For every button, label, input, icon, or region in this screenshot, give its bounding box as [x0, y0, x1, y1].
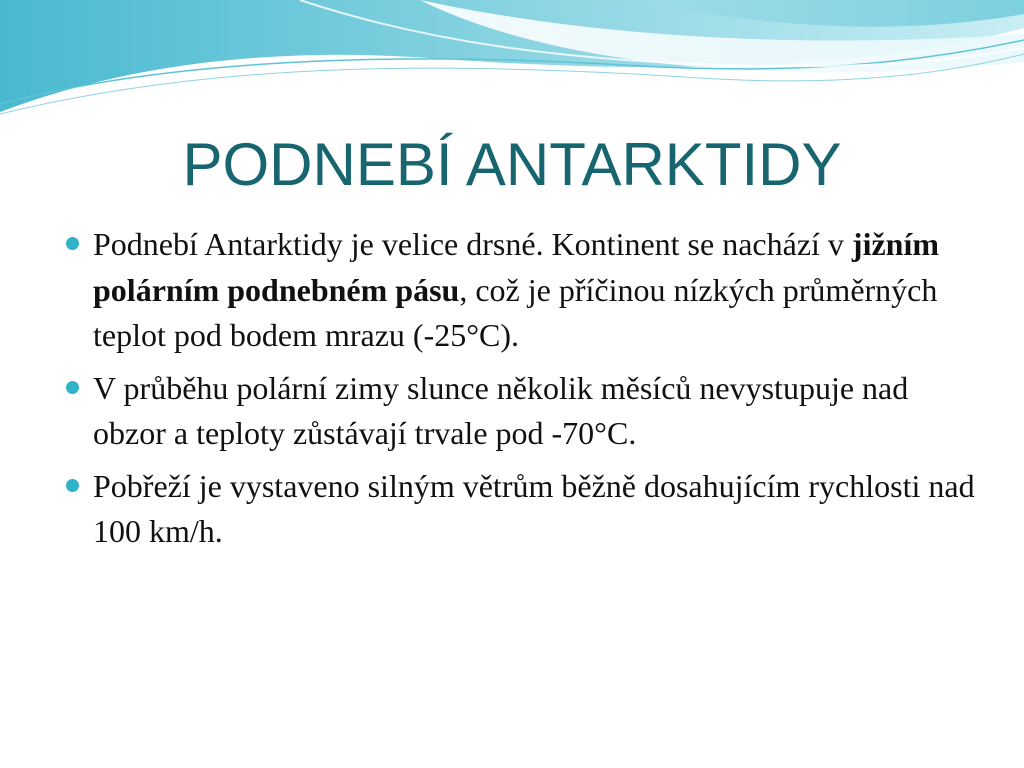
bullet-icon: [66, 381, 79, 394]
bullet-1-text-bold: jižním polárním podnebném pásu: [93, 226, 939, 308]
header-wave-decoration: [0, 0, 1024, 130]
bullet-item-2: [64, 366, 984, 457]
bullet-1-text-end: , což je příčinou nízkých průměrných teplot pod bodem mrazu (-25°C).: [93, 271, 938, 353]
slide-title: PODNEBÍ ANTARKTIDY: [182, 131, 842, 198]
bullet-icon: [66, 237, 79, 250]
bullet-item-3: [64, 464, 984, 555]
bullet-3-text: Pobřeží je vystaveno silným větrům běžně dosahujícím rychlosti nad 100 km/h.: [93, 467, 975, 549]
bullet-2-text: V průběhu polární zimy slunce několik měsíců nevystupuje nad obzor a teploty zůstávají trvale pod -70°C.: [93, 369, 909, 451]
bullet-list: [64, 222, 984, 562]
bullet-icon: [66, 479, 79, 492]
bullet-1-text-start: Podnebí Antarktidy je velice drsné. Kontinent se nachází v: [93, 226, 852, 262]
bullet-item-1: [64, 222, 984, 359]
